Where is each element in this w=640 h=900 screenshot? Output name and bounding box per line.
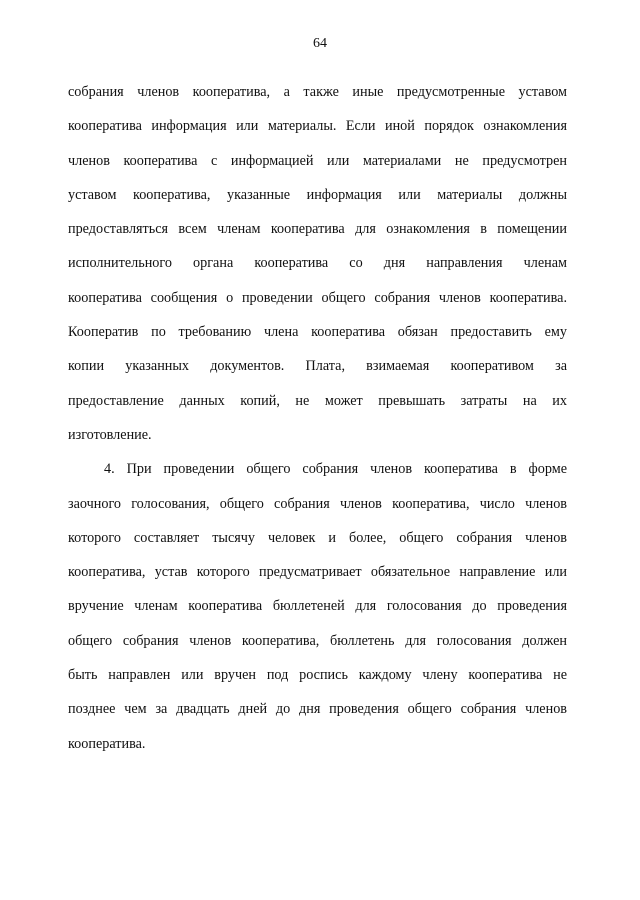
text-line: уставом кооператива, указанные информация или материалы должны [68, 186, 567, 203]
text-line: которого составляет тысячу человек и более, общего собрания членов [68, 529, 567, 546]
page-number: 64 [313, 36, 327, 51]
text-line: предоставляться всем членам кооператива для ознакомления в помещении [68, 221, 567, 238]
text-line: предоставление данных копий, не может превышать затраты на их [68, 392, 567, 409]
text-line: кооператива сообщения о проведении общего собрания членов кооператива. [68, 289, 567, 306]
text-line: членов кооператива с информацией или материалами не предусмотрен [68, 152, 567, 169]
text-line: кооператива информация или материалы. Если иной порядок ознакомления [68, 118, 567, 135]
text-line: изготовление. [68, 426, 152, 443]
text-line: 4. При проведении общего собрания членов кооператива в форме [104, 461, 567, 478]
text-line: общего собрания членов кооператива, бюллетень для голосования должен [68, 632, 567, 649]
paragraph-2 [68, 452, 567, 761]
text-line: позднее чем за двадцать дней до дня проведения общего собрания членов [68, 701, 567, 718]
paragraph-1 [68, 75, 567, 452]
document-body [68, 75, 567, 761]
text-line: кооператива. [68, 735, 146, 752]
text-line: копии указанных документов. Плата, взимаемая кооперативом за [68, 358, 567, 375]
text-line: исполнительного органа кооператива со дня направления членам [68, 255, 567, 272]
text-line: Кооператив по требованию члена кооператива обязан предоставить ему [68, 324, 567, 341]
text-line: вручение членам кооператива бюллетеней для голосования до проведения [68, 598, 567, 615]
text-line: быть направлен или вручен под роспись каждому члену кооператива не [68, 667, 567, 684]
text-line: кооператива, устав которого предусматривает обязательное направление или [68, 564, 567, 581]
text-line: заочного голосования, общего собрания членов кооператива, число членов [68, 495, 567, 512]
text-line: собрания членов кооператива, а также иные предусмотренные уставом [68, 84, 567, 100]
